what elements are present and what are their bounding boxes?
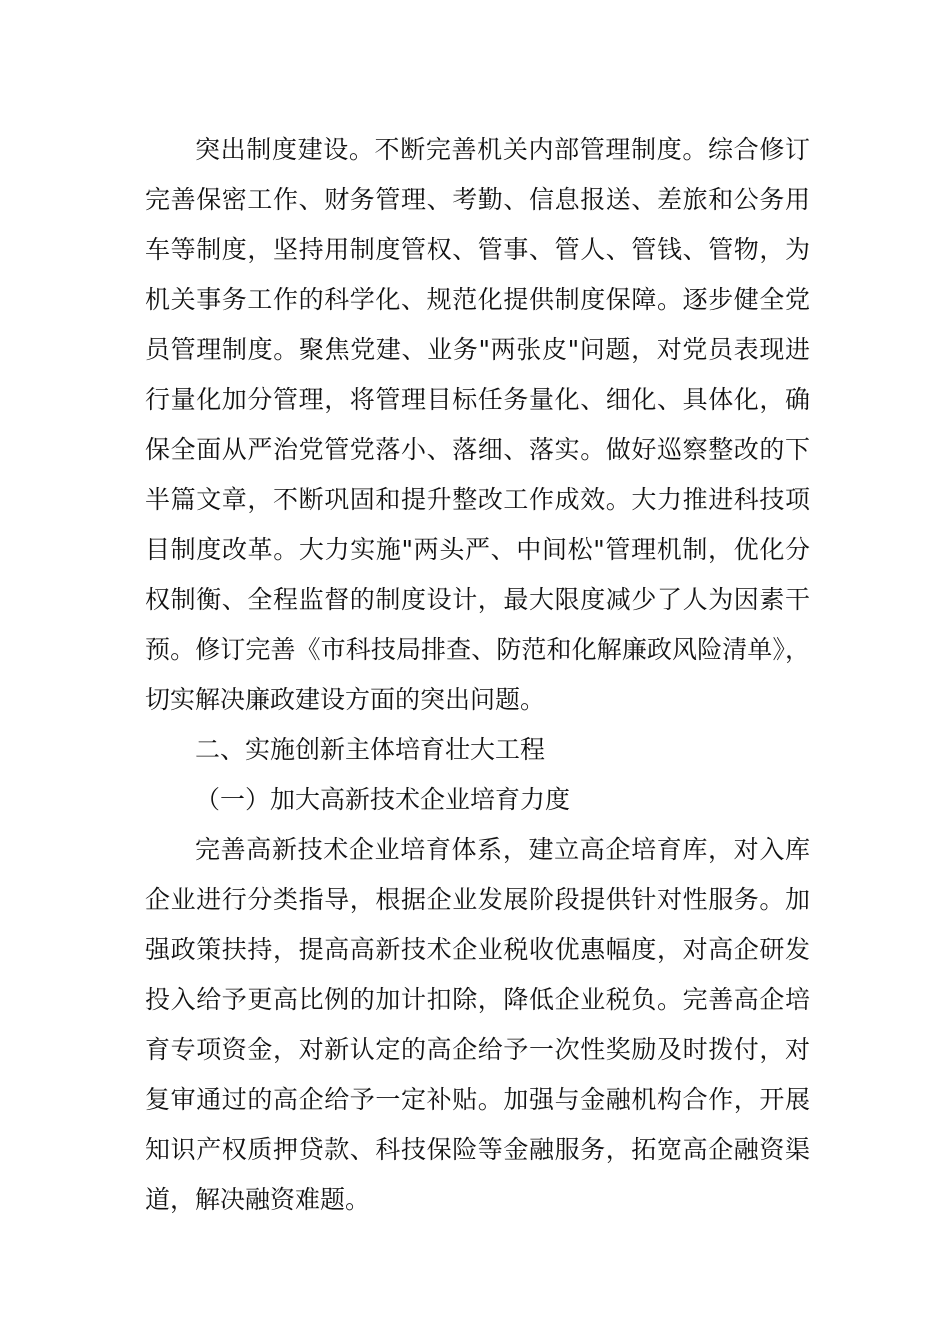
subsection-heading: （一）加大高新技术企业培育力度: [195, 785, 571, 814]
document-body: [145, 125, 810, 1225]
paragraph-institutional-building: 突出制度建设。不断完善机关内部管理制度。综合修订完善保密工作、财务管理、考勤、信息报送、差旅和公务用车等制度，坚持用制度管权、管事、管人、管钱、管物，为机关事务工作的科学化、规范化提供制度保障。逐步健全党员管理制度。聚焦党建、业务"两张皮"问题，对党员表现进行量化加分管理，将管理目标任务量化、细化、具体化，确保全面从严治党管党落小、落细、落实。做好巡察整改的下半篇文章，不断巩固和提升整改工作成效。大力推进科技项目制度改革。大力实施"两头严、中间松"管理机制，优化分权制衡、全程监督的制度设计，最大限度减少了人为因素干预。修订完善《市科技局排查、防范和化解廉政风险清单》，切实解决廉政建设方面的突出问题。: [145, 135, 810, 714]
paragraph-high-tech-enterprises: 完善高新技术企业培育体系，建立高企培育库，对入库企业进行分类指导，根据企业发展阶段提供针对性服务。加强政策扶持，提高高新技术企业税收优惠幅度，对高企研发投入给予更高比例的加计扣除，降低企业税负。完善高企培育专项资金，对新认定的高企给予一次性奖励及时拨付，对复审通过的高企给予一定补贴。加强与金融机构合作，开展知识产权质押贷款、科技保险等金融服务，拓宽高企融资渠道，解决融资难题。: [145, 835, 810, 1214]
section-heading: 二、实施创新主体培育壮大工程: [195, 735, 546, 764]
